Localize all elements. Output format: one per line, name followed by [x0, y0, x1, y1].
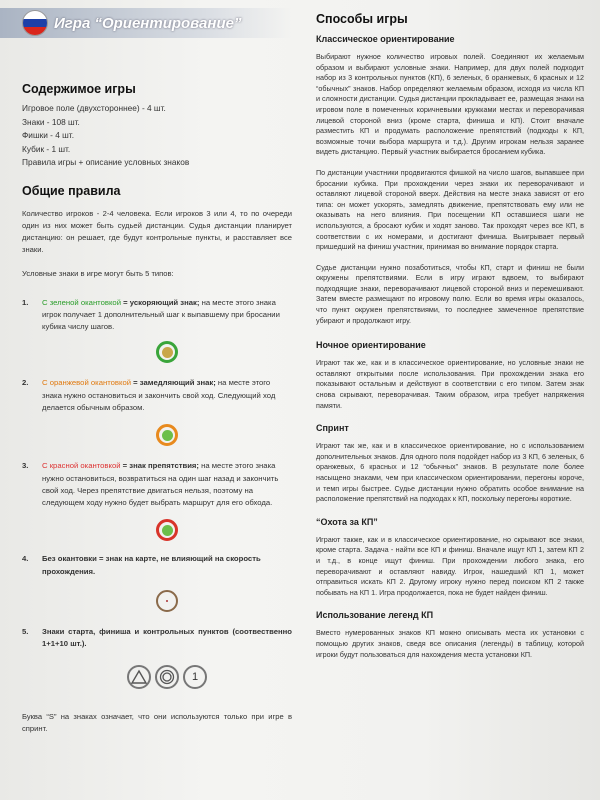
mode-title: Спринт	[316, 423, 349, 434]
sign-type-text: Знаки старта, финиша и контрольных пунктов (соотвественно 1+1+10 шт.).	[42, 627, 292, 649]
right-column	[316, 8, 584, 660]
modes-heading: Способы игры	[316, 12, 408, 26]
sign-type-text	[42, 377, 292, 414]
sign-type-text	[42, 297, 292, 334]
orange-border-sign-icon	[156, 424, 178, 446]
red-border-sign-icon	[156, 519, 178, 541]
sign-type-5	[22, 626, 292, 651]
sign-type-number: 5.	[22, 627, 29, 637]
sign-type-meaning: = замедляющий знак;	[131, 378, 216, 388]
sign-types-intro: Условные знаки в игре могут быть 5 типов:	[22, 269, 174, 279]
sign-center-icon	[162, 347, 173, 358]
sign-type-meaning: = ускоряющий знак;	[121, 297, 200, 307]
game-title: Игра “Ориентирование”	[54, 14, 242, 32]
mode-title: “Охота за КП”	[316, 516, 378, 527]
mode-paragraph: Выбирают нужное количество игровых полей. Соединяют их желаемым образом и выбирают условные знаки. Например, для двух полей подходит набор из 3 контрольных пунктов (КП), 6 зеленых, 6 оранжевых, 6 красных и 12 “обычных” знаков. Набор определяют желаемым образом, исходя из числа КП и сложности дистанции. Судья дистанции прокладывает ее, размещая знаки на игровом поле в помеченных коричневыми кружками местах и переворачивая лицевой стороной вниз (кроме старта, финиша и КП). Стоит вначале разместить КП и продумать расположение препятствий (подходы к КП, возможные точки выбора маршрута и т.д.). Другим игрокам нельзя заранее видеть дистанцию. Первый участник выбирается бросанием кубика.	[316, 52, 584, 157]
sign-center-icon	[162, 430, 173, 441]
left-column	[22, 8, 292, 735]
start-finish-checkpoint-symbols	[42, 665, 292, 689]
mode-paragraph: Играют так же, как и в классическое ориентирование, но с использованием дополнительных знаков. Для одного поля подойдет набор из 3 КП, 6 зеленых, 6 оранжевых, 6 красных и 12 “обычных” знаков. В результате поле более насыщено знаками, чем при классическом ориентировании, перегоны короче, и темп игры быстрее. Судье дистанции нужно обратить особое внимание на расположение препятствий на подходах к КП, поскольку перегоны короткие.	[316, 441, 584, 504]
mode-paragraph: Судье дистанции нужно позаботиться, чтобы КП, старт и финиш не были окружены препятствиями. Если в игру играют вдвоем, то выбирают подходящие знаки, переворачивают лицевой стороной вниз и перемешивают. Затем вместе размещают по игровому полю. Если во время игры оказалось, что пункт окружен препятствиями, то последнее замеченное препятствие убирают и продолжают игру.	[316, 262, 584, 325]
green-marker-row	[42, 341, 292, 363]
finish-double-circle-icon	[155, 665, 179, 689]
sign-type-color-label: С красной окантовкой	[42, 461, 121, 471]
sign-type-2	[22, 377, 292, 414]
russian-flag-icon	[22, 10, 48, 36]
contents-item: Правила игры + описание условных знаков	[22, 157, 190, 167]
mode-paragraph: Вместо нумерованных знаков КП можно описывать места их установки с помощью других знаков, сведя все описания (легенды) в таблицу, которой игроки будут пользоваться для нахождения места установки КП.	[316, 628, 584, 659]
general-rules-text: Количество игроков - 2-4 человека. Если игроков 3 или 4, то по очереди один из них может быть судьей дистанции. Судья дистанции планирует дистанцию: он решает, где будут контрольные пункты, и расставляет все знаки.	[22, 208, 292, 255]
sign-type-text	[42, 460, 292, 509]
flag-stripe-blue	[23, 19, 47, 27]
start-triangle-icon	[127, 665, 151, 689]
mode-paragraph: Играют также, как и в классическое ориентирование, но скрывают все знаки, кроме старта. Задача - найти все КП и финиш. Вначале ищут КП 1, затем КП 2 и т.д., в конце ищут финиш. При прохождении любого знака, его переворачивают и оставляют навиду. Игрок, нашедший КП 1, может отправиться искать КП 2. Другому игроку нужно перед поиском КП 2 также побывать на КП 1. Игра продолжается, пока не будет найден финиш.	[316, 534, 584, 597]
sign-type-1	[22, 297, 292, 334]
contents-item: Фишки - 4 шт.	[22, 130, 74, 140]
red-marker-row	[42, 519, 292, 541]
checkpoint-number-icon	[183, 665, 207, 689]
green-border-sign-icon	[156, 341, 178, 363]
mode-paragraph: По дистанции участники продвигаются фишкой на число шагов, выпавшее при бросании кубика. При прохождении через знаки их переворачивают и оставляют лицевой стороной вверх. Действия на месте знака зависят от его типа: он может ускорять, замедлять движение, препятствовать ему или не оказывать на него влияния. При посещении КП оставшиеся шаги не используются, а бросают кубик и ходят заново. Так проходят через все КП, в соответствии с их номерами, и достигают финиша. Выигрывает первый пришедший на финиш участник, принимая во внимание порядок старта.	[316, 167, 584, 252]
flag-stripe-red	[23, 27, 47, 35]
sign-type-number: 3.	[22, 461, 29, 471]
sprint-note: Буква “S” на знаках означает, что они используются только при игре в спринт.	[22, 711, 292, 733]
mode-title: Использование легенд КП	[316, 610, 434, 621]
flag-stripe-white	[23, 11, 47, 19]
sign-type-number: 1.	[22, 297, 29, 307]
sign-center-dot-icon	[166, 600, 168, 602]
contents-item: Кубик - 1 шт.	[22, 143, 71, 154]
orange-marker-row	[42, 424, 292, 446]
plain-sign-icon	[156, 590, 178, 612]
contents-item: Игровое поле (двухстороннее) - 4 шт.	[22, 103, 166, 113]
mode-title: Ночное ориентирование	[316, 340, 426, 351]
contents-list	[22, 102, 292, 170]
contents-heading: Содержимое игры	[22, 82, 136, 96]
sign-type-color-label: С оранжевой окантовкой	[42, 378, 132, 388]
title-banner	[0, 8, 292, 38]
plain-marker-row	[42, 590, 292, 612]
sign-type-color-label: С зеленой окантовкой	[42, 297, 121, 307]
sign-type-description: на месте этого знака нужно остановиться, возвратиться на один шаг назад и закончить свой ход. Через препятствие двигаться нельзя, поэтому на следующем ходу нужно будет выбрать маршрут для его обхода.	[42, 461, 279, 508]
checkpoint-number: 1	[191, 670, 199, 683]
sign-type-text: Без окантовки = знак на карте, не влияющий на скорость прохождения.	[42, 554, 261, 576]
sign-type-3	[22, 460, 292, 509]
sign-center-icon	[162, 525, 173, 536]
mode-title: Классическое ориентирование	[316, 34, 455, 44]
sign-type-number: 4.	[22, 554, 29, 564]
sign-type-number: 2.	[22, 378, 29, 388]
sign-type-meaning: = знак препятствия;	[120, 461, 199, 471]
general-rules-heading: Общие правила	[22, 183, 121, 198]
sign-type-4	[22, 553, 292, 578]
contents-item: Знаки - 108 шт.	[22, 116, 80, 127]
mode-paragraph: Играют так же, как и в классическое ориентирование, но условные знаки не оставляют открытыми после использования. При прохождении знака его показывают остальным и действуют в соответствии с его типом. Затем знак снова скрывают, переворачивая. Таким образом, игра требует напряжения памяти.	[316, 358, 584, 410]
sign-type-description: на месте этого знака нужно остановиться и закончить свой ход. Следующий ход делается обычным образом.	[42, 378, 276, 412]
sign-type-description: на месте этого знака игрок получает 1 дополнительный шаг к выпавшему при бросании кубика числу шагов.	[42, 297, 280, 332]
